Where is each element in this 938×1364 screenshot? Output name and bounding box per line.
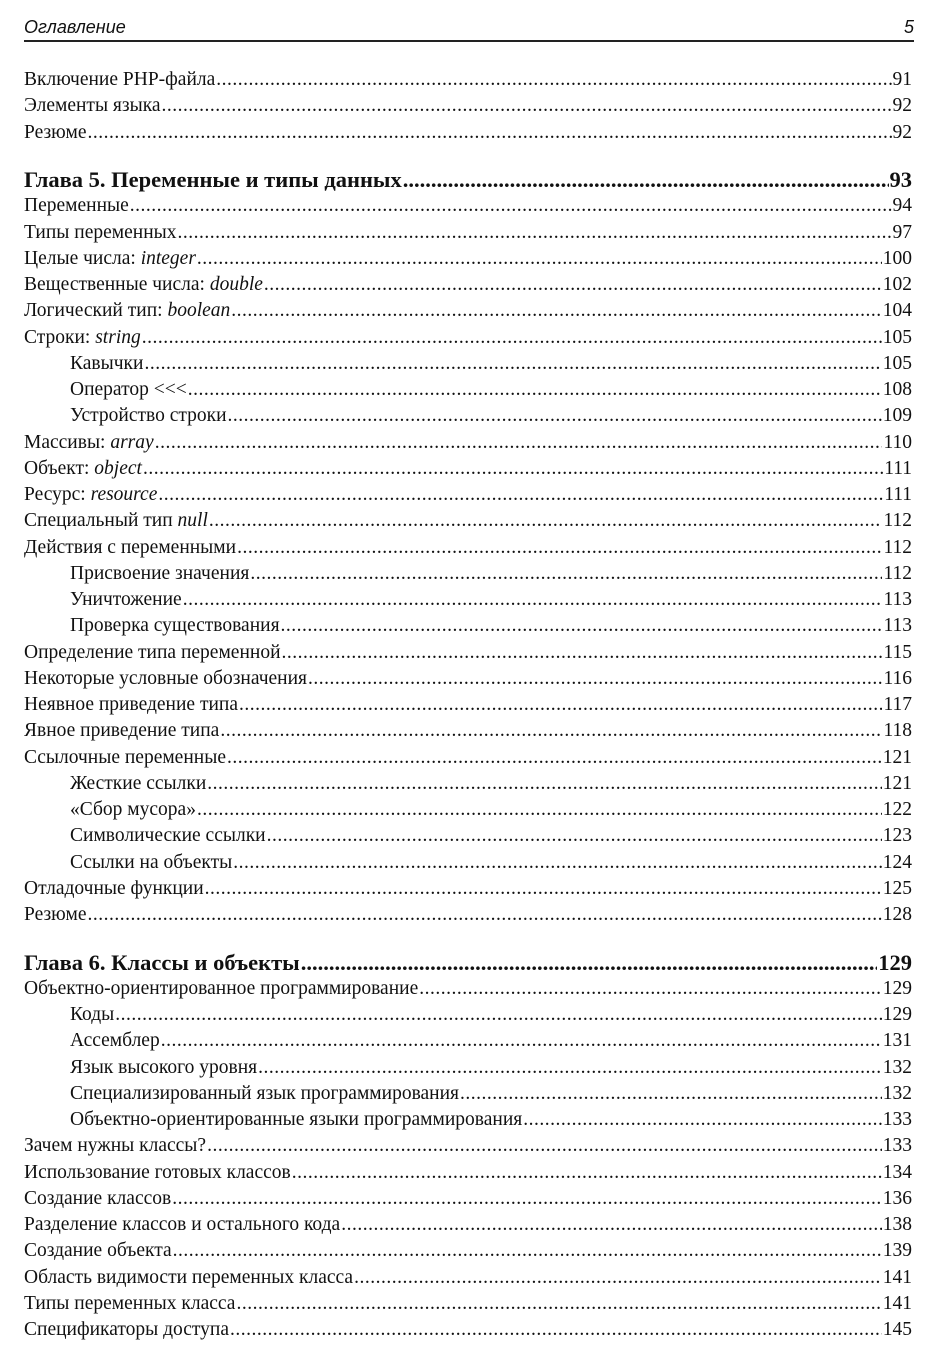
toc-page-number: 134 [882, 1161, 912, 1183]
toc-entry[interactable] [24, 120, 912, 146]
toc-entry-text: Объектно-ориентированные языки программирования [70, 1109, 523, 1130]
toc-page-number: 139 [882, 1240, 912, 1262]
toc-entry-text: Массивы: [24, 431, 111, 453]
toc-page-number: 92 [892, 95, 912, 117]
toc-entry[interactable] [24, 1317, 912, 1343]
toc-entry-title [24, 745, 226, 771]
toc-page-number: 112 [883, 536, 912, 558]
toc-entry-italic-term: integer [140, 247, 196, 269]
running-header [24, 14, 914, 42]
toc-entry-text: Коды [70, 1004, 115, 1025]
toc-entry-text: Ссылки на объекты [70, 851, 233, 873]
toc-entry-text: Типы переменных класса [24, 1292, 236, 1314]
toc-entry-text: Некоторые условные обозначения [24, 667, 308, 689]
toc-entry[interactable] [24, 823, 912, 849]
toc-entry-title [24, 1160, 291, 1186]
toc-entry-text: Явное приведение типа [24, 720, 220, 742]
toc-page-number: 132 [882, 1082, 912, 1104]
toc-entry[interactable] [24, 298, 912, 324]
dot-leader [301, 949, 878, 976]
toc-page-number: 121 [882, 746, 912, 768]
toc-page-number: 111 [884, 457, 912, 479]
toc-entry-italic-term: boolean [167, 300, 231, 322]
toc-page-number: 141 [882, 1292, 912, 1314]
toc-entry-title [24, 1238, 172, 1264]
toc-entry-title [24, 976, 418, 1002]
toc-entry-title [70, 1028, 160, 1054]
toc-entry[interactable] [24, 876, 912, 902]
toc-entry-text: Глава 5. Переменные и типы данных [24, 167, 402, 193]
toc-entry[interactable] [24, 1160, 912, 1186]
toc-entry[interactable] [24, 771, 912, 797]
toc-page-number: 122 [882, 799, 912, 820]
toc-page-number: 121 [882, 772, 912, 794]
toc-page-number: 145 [882, 1319, 912, 1340]
toc-entry-title [24, 482, 157, 508]
toc-entry-text: Ресурс: [24, 484, 91, 505]
toc-entry-italic-term: resource [90, 484, 158, 505]
toc-entry[interactable] [24, 797, 912, 823]
dot-leader [233, 850, 882, 876]
toc-page-number: 116 [883, 667, 912, 689]
table-of-contents [24, 67, 912, 1343]
toc-entry[interactable] [24, 193, 912, 219]
dot-leader [281, 613, 883, 639]
toc-entry[interactable] [24, 403, 912, 429]
toc-entry[interactable] [24, 1081, 912, 1107]
toc-entry-title [24, 193, 129, 219]
dot-leader [158, 482, 883, 508]
dot-leader [258, 1055, 882, 1081]
toc-page-number: 105 [882, 352, 912, 374]
dot-leader [237, 535, 882, 561]
toc-entry[interactable] [24, 745, 912, 771]
toc-entry-text: Резюме [24, 121, 87, 143]
dot-leader [231, 298, 881, 324]
toc-entry-text: «Сбор мусора» [70, 799, 196, 820]
toc-entry[interactable] [24, 456, 912, 482]
toc-entry-title [24, 1212, 340, 1238]
toc-page-number: 117 [883, 694, 912, 715]
toc-entry-text: Создание объекта [24, 1240, 172, 1262]
dot-leader [227, 745, 882, 771]
toc-entry-text: Разделение классов и остального кода [24, 1214, 341, 1235]
toc-page-number: 92 [892, 121, 912, 143]
dot-leader [144, 351, 881, 377]
toc-page-number: 118 [883, 720, 912, 742]
dot-leader [142, 325, 882, 351]
toc-entry-text: Целые числа: [24, 247, 141, 269]
dot-leader [155, 430, 883, 456]
dot-leader [197, 246, 882, 272]
dot-leader [236, 1291, 881, 1317]
toc-entry-title [24, 508, 208, 534]
toc-entry[interactable] [24, 482, 912, 508]
dot-leader [267, 823, 882, 849]
toc-entry-title [70, 823, 266, 849]
toc-entry[interactable] [24, 1028, 912, 1054]
toc-entry-title [24, 692, 238, 718]
toc-entry-text: Устройство строки [70, 405, 227, 427]
toc-entry[interactable] [24, 351, 912, 377]
toc-entry-text: Специализированный язык программирования [70, 1082, 460, 1104]
toc-page-number: 104 [882, 300, 912, 322]
toc-entry[interactable] [24, 377, 912, 403]
toc-entry-text: Область видимости переменных класса [24, 1266, 354, 1288]
toc-entry-text: Оператор <<< [70, 379, 187, 400]
toc-entry-title [70, 1002, 114, 1028]
dot-leader [143, 456, 883, 482]
toc-entry-text: Проверка существования [70, 615, 280, 637]
toc-entry[interactable] [24, 1212, 912, 1238]
toc-entry-italic-term: null [177, 510, 208, 532]
toc-entry-text: Присвоение значения [70, 562, 250, 584]
toc-entry-title [24, 67, 215, 93]
toc-entry-title [70, 351, 143, 377]
toc-entry-title [70, 561, 249, 587]
dot-leader [161, 1028, 882, 1054]
toc-page-number: 132 [882, 1056, 912, 1078]
toc-entry[interactable] [24, 850, 912, 876]
dot-leader [354, 1265, 882, 1291]
dot-leader [220, 718, 882, 744]
dot-leader [523, 1107, 882, 1133]
toc-entry[interactable] [24, 1107, 912, 1133]
toc-page-number: 109 [882, 405, 912, 427]
toc-entry-title [24, 949, 300, 976]
toc-page-number: 112 [883, 562, 912, 584]
toc-entry-title [70, 403, 227, 429]
toc-entry-text: Использование готовых классов [24, 1161, 291, 1183]
toc-entry-title [70, 587, 182, 613]
toc-entry-title [24, 640, 281, 666]
toc-entry[interactable] [24, 613, 912, 639]
toc-entry-text: Отладочные функции [24, 877, 204, 899]
toc-entry-text: Объектно-ориентированное программирование [24, 977, 419, 999]
toc-entry-title [70, 1081, 459, 1107]
toc-entry[interactable] [24, 1265, 912, 1291]
toc-entry-italic-term: array [110, 431, 154, 453]
toc-chapter[interactable] [24, 166, 912, 193]
dot-leader [88, 902, 882, 928]
toc-entry-text: Создание классов [24, 1187, 172, 1209]
dot-leader [341, 1212, 882, 1238]
toc-page-number: 136 [882, 1187, 912, 1209]
toc-entry-text: Символические ссылки [70, 825, 266, 847]
toc-entry[interactable] [24, 508, 912, 534]
toc-entry-text: Включение PHP-файла [24, 69, 216, 90]
toc-page-number: 138 [882, 1214, 912, 1235]
toc-page-number: 100 [882, 247, 912, 269]
toc-entry[interactable] [24, 666, 912, 692]
toc-entry-title [24, 272, 263, 298]
dot-leader [115, 1002, 882, 1028]
toc-page-number: 113 [883, 589, 912, 610]
toc-entry-title [24, 166, 402, 193]
toc-entry-title [24, 718, 219, 744]
toc-entry-text: Логический тип: [24, 300, 168, 322]
toc-entry-text: Уничтожение [70, 589, 182, 610]
dot-leader [178, 220, 892, 246]
toc-entry-title [70, 797, 196, 823]
toc-page-number: 129 [882, 977, 912, 999]
dot-leader [230, 1317, 882, 1343]
toc-entry-italic-term: double [209, 274, 263, 295]
toc-entry-italic-term: string [95, 326, 141, 348]
toc-entry-title [24, 246, 196, 272]
toc-entry-title [70, 771, 206, 797]
dot-leader [228, 403, 882, 429]
toc-entry-title [24, 1265, 353, 1291]
dot-leader [239, 692, 882, 718]
toc-page-number: 108 [882, 379, 912, 400]
toc-entry[interactable] [24, 246, 912, 272]
toc-page-number: 129 [882, 1004, 912, 1025]
header-page-number: 5 [903, 17, 914, 37]
toc-entry-title [24, 1186, 171, 1212]
toc-entry-text: Жесткие ссылки [70, 772, 207, 794]
dot-leader [188, 377, 882, 403]
toc-page-number: 123 [882, 825, 912, 847]
dot-leader [207, 771, 881, 797]
dot-leader [88, 120, 892, 146]
toc-entry[interactable] [24, 1291, 912, 1317]
toc-entry-title [24, 456, 142, 482]
toc-entry[interactable] [24, 1186, 912, 1212]
toc-entry[interactable] [24, 718, 912, 744]
toc-entry[interactable] [24, 535, 912, 561]
toc-entry[interactable] [24, 976, 912, 1002]
toc-entry-title [70, 377, 187, 403]
toc-page-number: 102 [882, 274, 912, 295]
dot-leader [419, 976, 882, 1002]
toc-entry[interactable] [24, 67, 912, 93]
toc-entry-text: Резюме [24, 904, 87, 925]
toc-entry[interactable] [24, 587, 912, 613]
toc-entry-text: Объект: [24, 457, 95, 479]
dot-leader [282, 640, 883, 666]
toc-entry[interactable] [24, 1002, 912, 1028]
toc-entry-title [24, 1133, 206, 1159]
dot-leader [205, 876, 882, 902]
toc-entry[interactable] [24, 325, 912, 351]
toc-chapter[interactable] [24, 949, 912, 976]
toc-entry-title [24, 1291, 235, 1317]
toc-entry-text: Вещественные числа: [24, 274, 210, 295]
toc-entry-title [24, 535, 236, 561]
dot-leader [130, 193, 892, 219]
dot-leader [173, 1238, 882, 1264]
toc-entry-text: Переменные [24, 195, 129, 217]
toc-entry-title [24, 220, 177, 246]
toc-entry-text: Определение типа переменной [24, 641, 281, 663]
toc-entry[interactable] [24, 902, 912, 928]
toc-entry-title [24, 876, 204, 902]
toc-entry-title [70, 850, 232, 876]
toc-page-number: 141 [882, 1266, 912, 1288]
toc-page-number: 105 [882, 326, 912, 348]
toc-entry[interactable] [24, 93, 912, 119]
toc-entry-text: Глава 6. Классы и объекты [24, 949, 300, 975]
dot-leader [250, 561, 882, 587]
toc-entry-text: Действия с переменными [24, 536, 237, 558]
toc-entry-title [24, 325, 141, 351]
toc-entry-title [24, 298, 230, 324]
toc-entry[interactable] [24, 220, 912, 246]
toc-entry-title [24, 902, 87, 928]
toc-entry[interactable] [24, 1133, 912, 1159]
dot-leader [264, 272, 882, 298]
toc-entry[interactable] [24, 692, 912, 718]
toc-page-number: 124 [882, 851, 912, 873]
dot-leader [207, 1133, 882, 1159]
toc-entry-title [24, 1317, 229, 1343]
toc-entry[interactable] [24, 561, 912, 587]
toc-entry-text: Ассемблер [70, 1030, 160, 1052]
toc-entry-text: Спецификаторы доступа [24, 1319, 230, 1340]
dot-leader [209, 508, 883, 534]
toc-entry-text: Специальный тип [24, 510, 178, 532]
toc-entry-title [24, 120, 87, 146]
toc-entry[interactable] [24, 640, 912, 666]
toc-page-number: 110 [883, 431, 912, 453]
toc-page-number: 91 [892, 69, 912, 90]
dot-leader [308, 666, 882, 692]
toc-entry-text: Строки: [24, 326, 96, 348]
dot-leader [460, 1081, 882, 1107]
dot-leader [172, 1186, 882, 1212]
toc-page-number: 133 [882, 1109, 912, 1130]
header-title: Оглавление [24, 17, 126, 37]
toc-entry[interactable] [24, 272, 912, 298]
toc-page-number: 125 [882, 877, 912, 899]
toc-entry[interactable] [24, 1238, 912, 1264]
toc-page-number: 129 [878, 949, 912, 975]
toc-page-number: 133 [882, 1135, 912, 1157]
toc-entry-title [70, 1055, 257, 1081]
toc-entry-text: Неявное приведение типа [24, 694, 239, 715]
toc-page-number: 97 [892, 221, 912, 243]
dot-leader [292, 1160, 882, 1186]
dot-leader [197, 797, 882, 823]
toc-page-number: 112 [883, 510, 912, 532]
toc-entry-text: Элементы языка [24, 95, 161, 117]
toc-entry-text: Зачем нужны классы? [24, 1135, 207, 1157]
toc-entry-title [24, 430, 154, 456]
toc-page-number: 93 [889, 167, 912, 193]
dot-leader [216, 67, 891, 93]
toc-entry-text: Язык высокого уровня [70, 1056, 258, 1078]
toc-entry-title [70, 613, 280, 639]
toc-page-number: 128 [882, 904, 912, 925]
toc-entry-text: Типы переменных [24, 221, 177, 243]
toc-entry-title [24, 93, 161, 119]
toc-entry-text: Кавычки [70, 352, 144, 374]
toc-entry-text: Ссылочные переменные [24, 746, 226, 768]
toc-entry-italic-term: object [94, 457, 142, 479]
toc-page-number: 113 [883, 615, 912, 637]
dot-leader [403, 166, 889, 193]
toc-page-number: 131 [882, 1030, 912, 1052]
toc-page-number: 94 [892, 195, 912, 217]
toc-entry-title [24, 666, 307, 692]
toc-entry[interactable] [24, 1055, 912, 1081]
toc-page-number: 115 [883, 641, 912, 663]
toc-entry[interactable] [24, 430, 912, 456]
toc-entry-title [70, 1107, 522, 1133]
dot-leader [183, 587, 883, 613]
dot-leader [162, 93, 892, 119]
toc-page-number: 111 [884, 484, 912, 505]
